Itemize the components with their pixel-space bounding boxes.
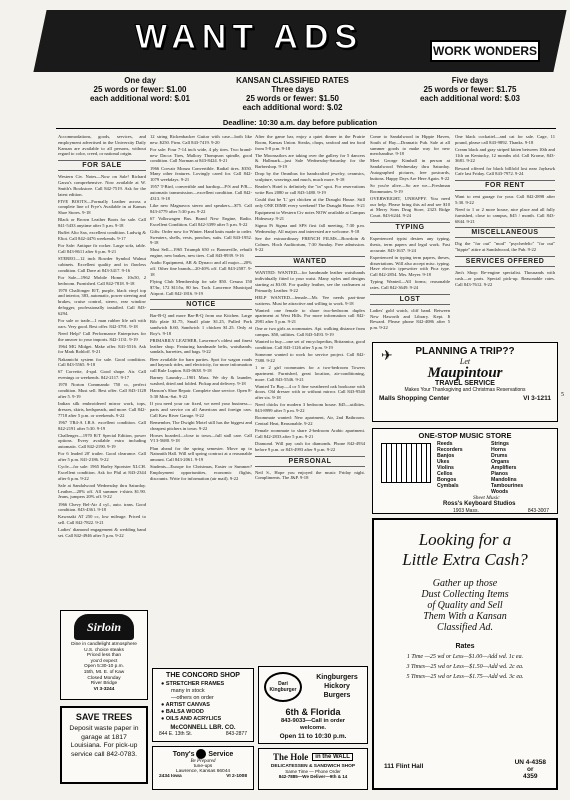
ad-address: 111 Flint Hall (384, 763, 424, 770)
instrument-item: Horns (491, 447, 506, 453)
classified-ad: If you need your car fixed, we need your business—parts and service on all American and foreign cars. Call Kaw River Garage. 9-22 (150, 401, 252, 418)
ad-headline: SAVE TREES (75, 712, 133, 722)
classified-ad: Experienced in typing term papers, theses, dissertations. Will also accept misc. typing. Have electric typewriter with Pica type. Call 842-2854. Mrs. Meyer. 9-18 (370, 254, 450, 278)
classified-ad: Dig the "far out" "mod" "psychedelic" "far out" "hippie" attire at Sandalwood, the Pub. 9-22 (455, 241, 555, 253)
classified-ad: Buffet Alto Sax, excellent condition. Ludwig & Eliot. Call 842-4476 weekends. 9-17 (58, 230, 146, 242)
classified-ad: Come to Sandalwood in Hippie Haven, South of Hay—Dramatic Pub. Sale at all summer goods to make way for new merchandise. 9-18 (370, 134, 450, 157)
ad-address: 2434 Iowa (159, 774, 182, 779)
classified-ad: 1967 TR4-A I.R.S. excellent condition. Call 842-2191 after 5:30. 9-19 (58, 419, 146, 431)
ad-line: you'd expect (90, 658, 118, 664)
classified-ad: PRIMARILY LEATHER, Lawrence's oldest and finest leather shop. Featuring handmade belts, waistbands, sandals, barrettes, and bags. 9-22 (150, 337, 252, 355)
classified-ad: Experienced typist desires any typing, thesis, term papers and legal work. Fast accurate. 843-1637. 9-24 (370, 236, 450, 253)
ad-brand: The Hole (273, 752, 309, 762)
ad-location: Malls Shopping Center (379, 395, 450, 402)
rates-line: each additional word: $.02 (242, 103, 343, 112)
classified-ad: Reader's Hotel is definitely the "in" spot. For reservations write Box 2080 or call 843-1480. 9-19 (255, 184, 365, 196)
ad-brand: Maupintour (427, 365, 503, 381)
hole-in-the-wall-ad (258, 748, 368, 790)
ad-phone: VI 3-3244 (93, 686, 115, 692)
rates-line: 25 words or fewer: $1.50 (246, 94, 339, 103)
ad-brand: McCONNELL LBR. CO. (170, 725, 236, 731)
classified-ad: Wanted to buy—one set of encyclopedias, Britannica, good condition. Call 843-1126 after 5 p.m. 9-19 (255, 339, 365, 350)
classified-ad: Kawasaki AT 250 cc, low mileage. Priced to sell. Call 842-7822. 9-21 (58, 514, 146, 526)
rates-heading: KANSAN CLASSIFIED RATES (236, 76, 349, 85)
classified-ad: Roommate wanted: New apartment, Air, 2nd Bathroom. Central Heat, Reasonable. 9-22 (255, 415, 365, 427)
ad-line: ● ARTIST CANVAS (161, 702, 210, 708)
rates-five-days (405, 76, 535, 103)
ad-line: Open 5:30-10 p.m. (84, 664, 124, 670)
ad-headline: PLANNING A TRIP?? (415, 346, 515, 357)
classified-ad: Diamond. Will pay cash for diamonds. Phone 842-4934 before 9 p.m. or 843-4993 after 9 p.m. 9-22 (255, 441, 365, 452)
section-heading-personal: PERSONAL (255, 456, 365, 467)
classified-ad: 1964 MG Midget. Make offer. 841-5516. Ask for Mark Rohloff. 9-21 (58, 343, 146, 355)
extra-cash-ad (372, 518, 558, 790)
ad-line: Burgers (323, 692, 351, 699)
instrument-item: Mandolins (491, 477, 517, 483)
classified-ad: After the game bar, enjoy a quiet dinner in the Prairie Room, Kansas Union. Steaks, chops, seafood and tea food from 5-8 p.m. 9-18 (255, 134, 365, 151)
classified-ad: Challenger—1970 R/T Special Edition, power options. Every available extra including automatic. Call 842-2190. 9-19 (58, 432, 146, 450)
ad-line: Sheet Music (473, 495, 500, 501)
ad-line: DELICATESSEN & SANDWICH SHOP (270, 764, 356, 769)
ad-phone: 843-3007 (527, 508, 549, 514)
ad-brand-line (153, 749, 253, 759)
ad-footer (453, 508, 549, 514)
ad-line: Gather up those (432, 578, 498, 589)
classified-ad: Flying Club Membership for sale $50. Cessna 150 $7/hr, 172 $11/hr, 80 hrs. Tach. Lawrence Municipal Airport. Call 842-1816. 9-19 (150, 279, 252, 296)
rates-days: One day (124, 76, 156, 85)
ad-hours: Open 11 to 10:30 p.m. (279, 733, 347, 740)
ad-line: Makes Your Thanksgiving and Christmas Reservations (404, 387, 526, 393)
ad-footer (153, 731, 253, 737)
ad-line: Hickory (324, 683, 350, 690)
ad-product-list (309, 673, 365, 700)
rates-line: 25 words or fewer: $1.00 (93, 85, 187, 94)
classified-ad: Female roommate to share 2-bedroom Arabic apartment. Call 842-2833 after 5 p.m. 9-21 (255, 428, 365, 439)
ad-line: ● BALSA WOOD (161, 709, 204, 715)
column-3 (255, 134, 365, 482)
classified-ad: Jim's Shop: Re-engine specialist. Thousands with cash—or parts. Special pick-up. Reasonable rates. Call 843-7612. 9-22 (455, 270, 555, 287)
banner-title: WANT ADS (135, 18, 364, 56)
classified-ad: Wanted To Buy—4 or 5 fine weathered oak bookcase with doors. Old dresser with or without mirror. Call 843-9540 after six. 9-18 (255, 383, 365, 401)
instrument-item: Violins (437, 465, 454, 471)
classified-ad: Remember, The Dwight Motel still has the biggest and cheapest pitchers in town. 9-22 (150, 419, 252, 431)
classified-ad: Beer available for barn parties. Spot for wagon roads and hayrack rides, and electricity, for more information call Rule Lupton. 843-0638. 9-18 (150, 356, 252, 374)
classified-ad: Barney Laundry—1901 Mass. We dry & launder, washed, dried and folded. Pickup and delivery. 9-18 (150, 375, 252, 387)
classified-ad: Must Sell—1965 Triumph 650 cc Bonneville, rebuilt engine, new brakes, new tires. Call 843-8939. 9-16 (150, 247, 252, 259)
classified-ad: For sale or trade—1 man rubber life raft with oars. Very good. Best offer. 842-3791. 9-18 (58, 317, 146, 329)
ad-phone-block (515, 759, 546, 780)
ad-line: Priced less than (86, 653, 122, 659)
classified-ad: Students—Europe for Christmas, Easter or Summer? Employment opportunities, economic flights, discounts. Write for information (air mail). 9-22 (150, 464, 252, 481)
classified-ad: 1970 Norton Commando 750 cc, perfect condition. Must sell. Best offer. Call 843-1128 after 5. 9-19 (58, 382, 146, 399)
classified-ad: 12 string Rickenbacker Guitar with case—both like new. $250. Firm. Call 843-7419. 9-20 (150, 134, 252, 145)
ad-line: —others on order (171, 695, 214, 701)
classified-ad: 67 Corvette, 4-spd. Good shape. Air. Call evenings or weekends. 842-2117. 9-17 (58, 369, 146, 381)
classified-ad: Want to rent garage for your. Call 842-2898 after 5:30. 9-22 (455, 194, 555, 205)
sirloin-sign-icon: Sirloin (74, 614, 134, 640)
ad-rate-line: 5 Times—25 wd or Less—$1.75—Add wd. 3c ea. (406, 674, 524, 680)
ad-headline: Looking for a (418, 530, 512, 549)
deadline-notice: Deadline: 10:30 a.m. day before publication (222, 118, 378, 127)
save-trees-ad (60, 706, 148, 784)
ad-phone: UN 4-4358 (514, 759, 546, 766)
classified-ad: Need to 1 or 2 more house, nice place and all fully furnished, close to campus, $45 / month. Call 843-6844. 9-21 (455, 207, 555, 224)
instrument-item: Drums (491, 453, 508, 459)
ad-brand: Ross's Keyboard Studios (443, 501, 516, 507)
ad-headline: THE CONCORD SHOP (166, 672, 240, 679)
instrument-item: Amplifiers (491, 465, 517, 471)
rates-days: Five days (451, 76, 489, 85)
column-2 (150, 134, 252, 483)
ad-line: Same Time — Phone Order (285, 769, 341, 774)
classified-ad: Indian silk embroidered mirror work, tops, dresses, skirts, bedspreads, and more. Call 842-7718 after 5 p.m. or weekends. 9-22 (58, 401, 146, 418)
column-4 (370, 134, 450, 332)
classified-ad: For sale: Four 7-14 inch wide, 4 ply tires. Two brand-new Dacca Tires, Mallory Thompson spindle, good condition. Call Norman at 843-8424. 9-21 (150, 146, 252, 164)
ad-rate-line: 1 Time —25 wd or Less—$1.00—Add wd. 1c ea. (406, 654, 524, 660)
music-store-ad (372, 428, 558, 514)
tonys-service-ad (152, 746, 254, 790)
classified-ad: Need chicks for modern 3 bedroom house. $45—utilities. 843-8999 after 5 p.m. 9-22 (255, 402, 365, 414)
classified-ad: 1957 T-Bird, convertible and hardtop—P/S and P/B—automatic transmission—excellent condition. Call 842-4313. 9-18 (150, 184, 252, 201)
classified-ad: Equipment to Western Civ notes NOW available at Campus Hideaway. 9-21 (255, 210, 365, 221)
classified-ad: Western Civ. Notes—Now on Sale! Richard Garza's comprehensive. Now available at W. Smith's Bookstore. Call 842-7519. Ask for the latest edition. (58, 174, 146, 197)
rates-line: each additional word: $.01 (89, 94, 191, 103)
instrument-item: Bongos (437, 477, 457, 483)
ad-line: Classified Ad. (437, 622, 493, 633)
kingburger-ad (258, 666, 368, 744)
instrument-item: Banjos (437, 453, 455, 459)
ad-headline: ONE-STOP MUSIC STORE (418, 431, 512, 440)
instrument-item: Woods (491, 489, 509, 495)
classified-ad: Meet George Kimball in person at Sandalwood Wednesday thru Saturday. Autographed pictures, free postcards, buttons. Happy Days Are Here Again. 9-22 (370, 158, 450, 181)
classified-ad: Could that be 'L' get chicken at the Draught House. Still only ONE DIME every weekend! The Draught House. 9-21 (255, 197, 366, 208)
ad-phone: 4359 (523, 773, 538, 780)
classified-ad: Need Help? Call Performance Enterprises for the answer to your imports. 842-1131. 9-19 (58, 330, 146, 342)
classified-ad: For Sale—1962 Mobile Home. 10x50, 2 bedroom. Furnished. Call 842-7818. 9-18 (58, 274, 146, 286)
classified-ad: Accommodations, goods, services, and employment advertised in the University Daily Kansan are available to all persons, without regard to color, creed, or national origin. (58, 134, 146, 157)
classified-ad: Horses boarded—close to town—full stall care. Call VI 3-5680. 9-18 (150, 432, 252, 444)
ad-brand-line (259, 752, 367, 762)
classified-ad: Like new Magnavox stereo and speakers—$75. Call 843-4779 after 5:30 p.m. 9-22 (150, 202, 252, 214)
classified-ad: FIVE BOOTS—Formally Leather across a complete line of Frye's Available in at Kansas Shoe Stores. 9-18 (58, 198, 146, 216)
ad-brand: Tony's (172, 750, 195, 758)
section-heading-services-offered: SERVICES OFFERED (455, 256, 555, 267)
ad-location: 6th & Florida (285, 707, 341, 717)
classified-ad: Sigma Pi Sigma and SPS first fall meeting, 7:30 p.m. Wednesday. All majors and interested are welcome. 9-18 (255, 222, 365, 234)
ad-headline: Little Extra Cash? (402, 550, 528, 569)
ad-line: River Bridge (90, 681, 118, 687)
classified-ad: One black cockatiel—and cat for sale. Cage, 11 pound, please call 843-9892. Thanks. 9-18 (455, 134, 555, 145)
classified-ad: Plan ahead for the spring semester. Move up to Naismith Hall. Will sell spring contract at a reasonable amount. Call 843-2061. 9-19 (150, 445, 252, 463)
classified-ad: 67 Volkswagen Bus. Brand New Engine, Radio. Excellent Condition. Call 842-3399 after 5 p.m. 9-22 (150, 215, 252, 227)
instrument-item: Organs (491, 459, 510, 465)
ad-line: U.S. choice steaks (84, 647, 124, 653)
piano-icon (381, 443, 431, 483)
ad-emblem-icon (196, 749, 206, 759)
classified-ad: WANTED: WANTED—for handmade leather waistbands individually fitted to your waist. Many styles and designs starting at $3.00. For quality leather, see the craftsmen at Primarily Leather. 9-22 (255, 270, 365, 293)
ad-footer (373, 393, 557, 404)
classified-ad: For Sale: Antique fir rocker. Large sofa, table. Call 843-8611 after 6 p.m. 9-21 (58, 243, 146, 254)
classified-ad: Ladies' diamond engagement & wedding band set. Call 842-4946 after 5 p.m. 9-22 (58, 527, 146, 539)
instrument-item: Pianos (491, 471, 509, 477)
classified-ad: 1 or 2 girl roommates for a two-bedroom Towers apartment. Furnished, great location, air-conditioning, more. Call 843-5546. 9-21 (255, 364, 365, 382)
classified-ad: 1966 Corvair Monza Convertible. Radial tires. $350. Many other features. Lovingly cared for. Call 842-1079 weekdays. 9-21 (150, 165, 252, 183)
classified-ad: Hanson's Shoe Repair. Complete shoe service. Open 8-5:30 Mon.-Sat. 9-22 (150, 388, 252, 399)
classified-ad: 1966 Chevy Bel-Air 4 cyl., auto. trans. Good condition. 843-4361. 9-18 (58, 501, 146, 513)
rates-line: each additional word: $.03 (419, 94, 521, 103)
section-heading-lost: LOST (370, 294, 450, 305)
classified-ad: Nakamichi system for sale. Good condition. Call 843-5565. 9-18 (58, 356, 146, 368)
classified-ad: Cycle—for sale: 1965 Harley Sportster XLCH. Excellent condition. Ask for Phil at 843-2344 after 6 p.m. 9-22 (58, 464, 146, 481)
ad-phone: VI 2-1008 (226, 774, 247, 779)
classified-ad: So you're alive—So are we—Freshman Roommates. 9-19 (370, 182, 450, 194)
maupintour-ad (372, 342, 558, 422)
classified-ad: STEREO—12 inch Rowder Symbol Walnut cabinets. Excellent quality and in flawless condition. Call Dave at 843-3417. 9-16 (58, 256, 146, 273)
classified-ad: Wanted: one female to share two-bedroom duplex apartment at West Hills. For more information call 842-2981 after 5 p.m. 9-21 (255, 307, 365, 325)
classified-ad: Black or Brown Leather Boots for sale. Call 841-5433 anytime after 5 p.m. 9-18 (58, 217, 146, 229)
ad-line: Dine in candlelight atmosphere (71, 642, 137, 647)
ad-phone: 843-2877 (225, 731, 247, 737)
ad-brand: Service (208, 750, 234, 758)
ad-line: Let (459, 357, 471, 366)
ad-rate-line: 3 Times—25 wd or Less—$1.50—Add wd. 2c ea. (406, 664, 524, 670)
ad-line: Be Prepared (190, 759, 216, 764)
banner-tagline: WORK WONDERS (430, 40, 540, 62)
classified-ad: 1970 Chalfonger R/T, purple, black vinyl top and interior, 383, automatic, power steering and brakes, cruise control, stereo, rear window defogger, professionally installed. Call 843-6294. (58, 287, 146, 316)
classified-ad: Ladies' gold watch, cliff band. Between New Haworth and Library. Kept. $ Reward. Please phone 842-4086 after 5 p.m. 9-22 (370, 307, 450, 331)
classified-ad: For 6 leaded 20' trailer. Good clearance. Call after 5 p.m. 841-2186. 9-22 (58, 451, 146, 463)
section-heading-miscellaneous: MISCELLANEOUS (455, 227, 555, 238)
classified-ad: Gifts: Order now for Winter. Hand knits made to order. Sweaters, shells, vests, ponchos, suits. Call 843-1952. 9-18 (150, 228, 252, 246)
classified-ad: Someone wanted to work for service project. Call 842-7380. 9-22 (255, 352, 365, 363)
classified-ad: One or two girls as roommates. Apt. walking distance from campus. $50, utilities. Call 843-5493. 9-19 (255, 326, 365, 338)
ad-line: Dust Collecting Items (421, 589, 509, 600)
instrument-item: Recorders (437, 447, 463, 453)
instrument-list-left (437, 441, 463, 489)
instrument-list-right (491, 441, 523, 495)
sirloin-ad (60, 610, 148, 700)
ad-phone: 843-9033—Call in order (280, 718, 346, 724)
instrument-item: Cymbals (437, 483, 459, 489)
instrument-item: Cellos (437, 471, 453, 477)
ad-body (61, 642, 147, 692)
rates-three-days (205, 76, 380, 112)
airplane-icon: ✈ (381, 347, 393, 363)
ad-body: Deposit waste paper in garage at 1817 Louisiana. For pick-up service call 842-0783. (69, 725, 139, 758)
ad-line: many in stock (171, 688, 205, 694)
section-heading-notice: NOTICE (150, 299, 252, 310)
header-rule (56, 128, 556, 129)
classified-ad: Reward offered for black billfold lost near Jayhawk Cafe last Friday. Call 843-7972. 9-24 (455, 165, 555, 177)
classified-ad: Audio Equipment, AR & Dynaco and all major—20% off. Other fine brands—20-40% off. Call 843-2587. 9-18 (150, 260, 252, 277)
rates-one-day (80, 76, 200, 103)
ad-address: 1903 Mass. (453, 508, 479, 514)
classified-ad: Typing Wanted—All forms; reasonable rates. Call 842-3649. 9-24 (370, 279, 450, 291)
ad-line: ● OILS AND ACRYLICS (161, 716, 222, 722)
concord-shop-ad (152, 668, 254, 742)
instrument-item: Strings (491, 441, 509, 447)
rates-days: Three days (271, 85, 314, 94)
section-heading-typing: TYPING (370, 222, 450, 233)
classified-ad: Cream black and gray striped kitten between 10th and 11th on Kentucky, 12 months old. Call Krome, 843-3681. 9-22 (455, 146, 555, 164)
ad-line: TRAVEL SERVICE (435, 380, 495, 387)
ad-line: Closed Monday (87, 675, 121, 681)
ad-address: 844 E. 13th St. (159, 731, 193, 737)
dari-king-logo-icon: Dari Kingburger (264, 672, 302, 702)
ad-rates-heading: Rates (455, 643, 475, 650)
ad-line: welcome. (299, 725, 327, 731)
column-1 (58, 134, 146, 540)
ad-brand: in the WALL (312, 753, 353, 761)
ad-line: Them With a Kansan (423, 611, 507, 622)
classified-ad: The Moonsailors are taking over the gallery for 5 dancers & Hallmark—just Sale Wednesday-Saturday for the Barbershop. 9-19 (255, 152, 365, 170)
column-5 (455, 134, 555, 289)
ad-line: Lawrence, Kansas 66044 (175, 769, 231, 774)
ad-line: Kingburgers (316, 674, 358, 681)
page-number: 5 (561, 392, 564, 398)
want-ads-banner (40, 10, 560, 72)
ad-line: tune-ups (193, 764, 213, 769)
rates-line: 25 words or fewer: $1.75 (423, 85, 517, 94)
ad-phone: 842-7885—We Deliver—9th & 14 (278, 774, 348, 779)
ad-body (153, 679, 253, 725)
classified-ad: OVERWEIGHT, UNHAPPY. You need our help. Please bring this ad and see $10 at Merry Sons Drug Store, 2323 Ridge Court. 843-6244. 9-24 (370, 195, 450, 219)
ad-or: or (527, 766, 534, 773)
section-heading-wanted: WANTED (255, 256, 365, 267)
classified-ad: Neil S., Hope you enjoyed the music Friday night. Compliments. The J&P. 9-18 (255, 469, 365, 481)
instrument-item: Ukes (437, 459, 450, 465)
classified-ad: HELP WANTED—female—Mr. Yee needs part-time waitress. Must be attractive and willing to work. 9-18 (255, 294, 365, 306)
section-heading-for-rent: FOR RENT (455, 180, 555, 191)
ad-line: of Quality and Sell (427, 600, 503, 611)
instrument-item: Reeds (437, 441, 453, 447)
classified-ad: Drop by the Omnibus for handcrafted jewelry, ceramics, sculpture, weavings and much, much more. 9-18 (255, 171, 365, 183)
instrument-item: Tambourines (491, 483, 524, 489)
ad-line: ● STRETCHER FRAMES (161, 681, 225, 687)
ad-footer (153, 774, 253, 779)
classified-ad: See the extraordinary FRENCH FILMS—Bowdoin & Colmes. Hoch Auditorium, 7:30 Sunday. Free admission. 9-22 (255, 235, 365, 253)
ad-line: 15th, Mt. E. of Kaw (83, 669, 125, 675)
classified-ad: Bar-B-Q and more Bar-B-Q from our Kitchen. Large Rib plate $1.75, Small plate $1.25, Pulled Pork sandwich $.60, Sandwich 1 chicken $1.25. Only at Roy's. 9-18 (150, 313, 252, 336)
classified-ad: Sale at Sandalwood Wednesday thru Saturday. Leather—20% off. All summer t-shirts $1.90. Jeans, jumpers 20% off. 9-22 (58, 482, 146, 500)
section-heading-for-sale: FOR SALE (58, 160, 146, 171)
ad-phone: VI 3-1211 (523, 395, 551, 402)
